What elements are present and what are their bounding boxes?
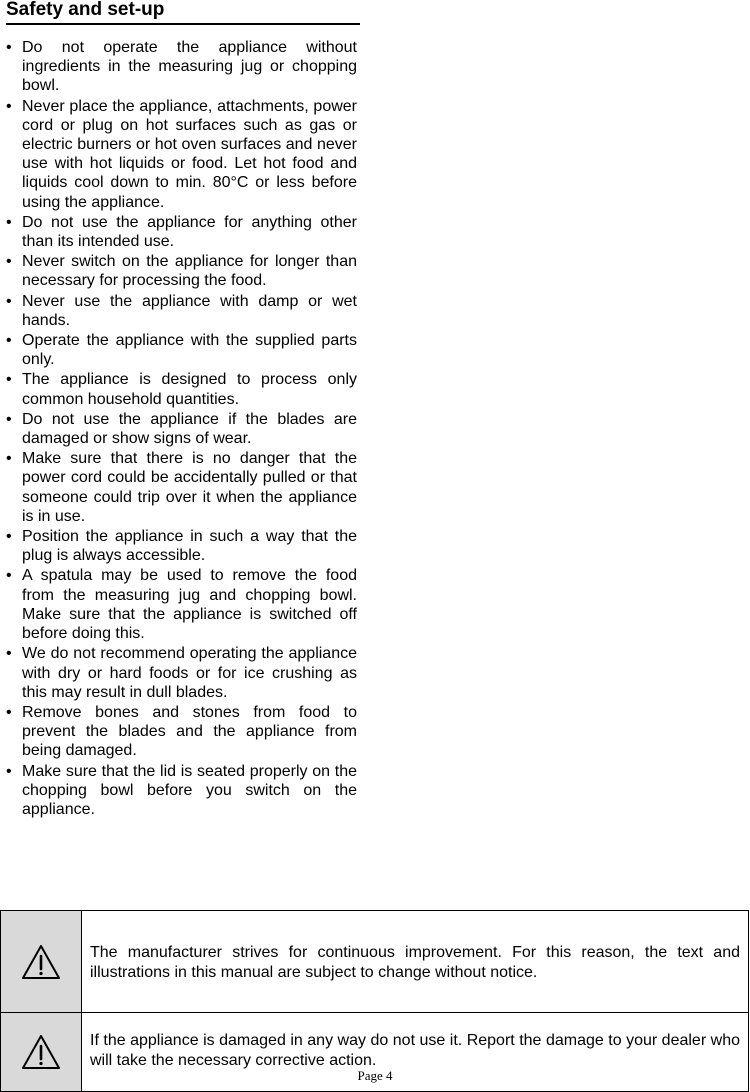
list-item — [0, 703, 357, 761]
list-item — [0, 38, 357, 96]
bullet-icon: • — [6, 292, 12, 310]
bullet-icon: • — [6, 213, 12, 231]
notice-text: The manufacturer strives for continuous improvement. For this reason, the text and illustrations in this manual are subject to change without notice. — [82, 911, 749, 1013]
bullet-text: Do not use the appliance if the blades are damaged or show signs of wear. — [22, 410, 357, 448]
list-item — [0, 292, 357, 330]
bullet-icon: • — [6, 410, 12, 428]
list-item — [0, 762, 357, 820]
bullet-icon: • — [6, 371, 12, 389]
bullet-icon: • — [6, 645, 12, 663]
list-item — [0, 527, 357, 565]
safety-bullet-list — [0, 38, 357, 820]
notice-table — [0, 910, 749, 1092]
bullet-text: Do not operate the appliance without ingredients in the measuring jug or chopping bowl. — [22, 39, 357, 95]
bullet-text: The appliance is designed to process only common household quantities. — [22, 371, 357, 408]
bullet-text: Operate the appliance with the supplied parts only. — [22, 332, 357, 369]
list-item — [0, 252, 357, 290]
bullet-icon: • — [6, 567, 12, 585]
bullet-icon: • — [6, 703, 12, 721]
warning-triangle-icon — [20, 1033, 62, 1071]
bullet-text: Never place the appliance, attachments, power cord or plug on hot surfaces such as gas or electric burners or hot oven surfaces and never use with hot liquids or food. Let hot food and liquids cool down to min. 80°C or less before using the appliance. — [22, 97, 357, 211]
warning-triangle-icon — [20, 943, 62, 981]
list-item — [0, 644, 357, 702]
list-item — [0, 213, 357, 251]
bullet-text: Make sure that there is no danger that the power cord could be accidentally pulled or that someone could trip over it when the appliance is in use. — [22, 450, 357, 525]
bullet-text: Position the appliance in such a way that the plug is always accessible. — [22, 528, 357, 565]
bullet-icon: • — [6, 762, 12, 780]
notice-icon-cell — [1, 911, 82, 1013]
list-item — [0, 370, 357, 408]
bullet-icon: • — [6, 332, 12, 350]
bullet-icon: • — [6, 450, 12, 468]
list-item — [0, 410, 357, 448]
bullet-icon: • — [6, 528, 12, 546]
bullet-text: A spatula may be used to remove the food from the measuring jug and chopping bowl. Make sure that the appliance is switched off before doing this. — [22, 567, 357, 643]
bullet-text: Never switch on the appliance for longer than necessary for processing the food. — [22, 253, 357, 290]
list-item — [0, 566, 357, 643]
list-item — [0, 449, 357, 526]
notice-text: If the appliance is damaged in any way do not use it. Report the damage to your dealer who will take the necessary corrective action. — [82, 1013, 749, 1092]
notice-row — [1, 911, 749, 1013]
list-item — [0, 97, 357, 212]
bullet-text: Never use the appliance with damp or wet hands. — [22, 292, 357, 329]
bullet-text: Do not use the appliance for anything other than its intended use. — [22, 213, 357, 251]
bullet-text: We do not recommend operating the appliance with dry or hard foods or for ice crushing as this may result in dull blades. — [22, 645, 357, 701]
bullet-icon: • — [6, 253, 12, 271]
page-number: Page 4 — [357, 1068, 393, 1083]
bullet-icon: • — [6, 97, 12, 115]
bullet-text: Make sure that the lid is seated properly on the chopping bowl before you switch on the appliance. — [22, 762, 357, 818]
bullet-text: Remove bones and stones from food to prevent the blades and the appliance from being damaged. — [22, 703, 357, 760]
bullet-icon: • — [6, 39, 12, 56]
list-item — [0, 331, 357, 369]
section-title: Safety and set-up — [6, 0, 360, 25]
